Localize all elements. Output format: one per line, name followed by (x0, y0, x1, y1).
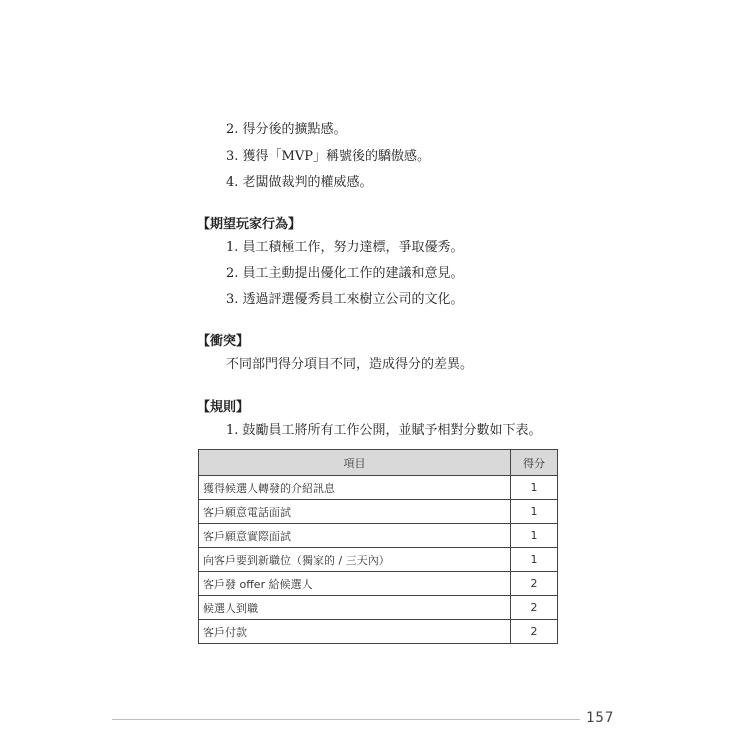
cell-item: 獲得候選人轉發的介紹訊息 (199, 476, 511, 500)
cell-score: 2 (511, 620, 558, 644)
cell-score: 2 (511, 572, 558, 596)
score-table (198, 449, 558, 644)
section-heading-expected-behavior: 【期望玩家行為】 (197, 217, 302, 232)
rules-intro: 1. 鼓勵員工將所有工作公開，並賦予相對分數如下表。 (226, 423, 542, 438)
cell-item: 候選人到職 (199, 596, 511, 620)
cell-score: 1 (511, 476, 558, 500)
section-heading-conflict: 【衝突】 (197, 334, 250, 349)
table-row (199, 620, 558, 644)
table-row (199, 596, 558, 620)
table-row (199, 524, 558, 548)
column-header-score: 得分 (511, 450, 558, 476)
cell-item: 客戶願意電話面試 (199, 500, 511, 524)
cell-item: 客戶付款 (199, 620, 511, 644)
list-item: 2. 得分後的擴點感。 (226, 122, 347, 137)
cell-item: 向客戶要到新職位（獨家的 / 三天內） (199, 548, 511, 572)
cell-score: 1 (511, 524, 558, 548)
page-number: 157 (586, 710, 615, 726)
paragraph-conflict: 不同部門得分項目不同，造成得分的差異。 (226, 357, 474, 372)
cell-score: 1 (511, 548, 558, 572)
cell-item: 客戶願意實際面試 (199, 524, 511, 548)
list-item: 2. 員工主動提出優化工作的建議和意見。 (226, 266, 464, 281)
table-row (199, 548, 558, 572)
table-header-row (199, 450, 558, 476)
cell-score: 1 (511, 500, 558, 524)
cell-score: 2 (511, 596, 558, 620)
table-row (199, 476, 558, 500)
list-item: 3. 透過評選優秀員工來樹立公司的文化。 (226, 292, 464, 307)
footer-divider (112, 719, 580, 720)
list-item: 4. 老闆做裁判的權威感。 (226, 175, 373, 190)
list-item: 1. 員工積極工作，努力達標，爭取優秀。 (226, 240, 464, 255)
list-item: 3. 獲得「MVP」稱號後的驕傲感。 (226, 149, 430, 164)
table-row (199, 500, 558, 524)
cell-item: 客戶發 offer 給候選人 (199, 572, 511, 596)
table-row (199, 572, 558, 596)
section-heading-rules: 【規則】 (197, 400, 250, 415)
column-header-item: 項目 (199, 450, 511, 476)
